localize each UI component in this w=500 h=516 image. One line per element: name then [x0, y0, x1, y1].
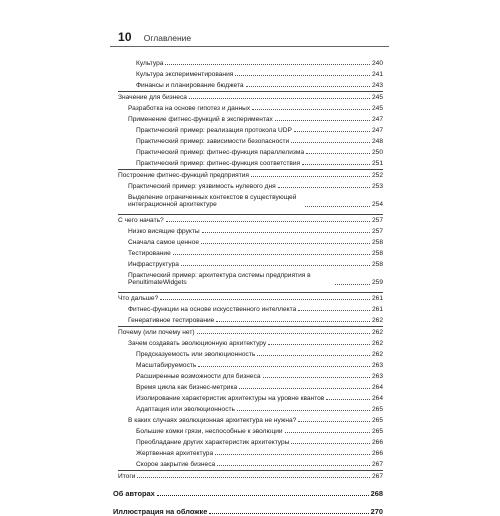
- leader-dots: [294, 131, 370, 132]
- toc-entry-page: 250: [371, 149, 383, 156]
- toc-entry-page: 254: [371, 201, 383, 209]
- leader-dots: [201, 243, 370, 244]
- toc-entry-title: Адаптация или эволюционность: [136, 406, 235, 413]
- toc-entry[interactable]: [128, 194, 383, 209]
- toc-entry-page: 259: [371, 279, 383, 287]
- toc-entry-page: 258: [371, 239, 383, 246]
- toc-entry-page: 243: [371, 82, 383, 89]
- leader-dots: [189, 98, 370, 99]
- toc-entry-page: 265: [371, 428, 383, 435]
- leader-dots: [275, 120, 370, 121]
- toc-entry-page: 245: [371, 94, 383, 101]
- toc-entry-title: Сначала самое ценное: [128, 239, 200, 246]
- section-divider: [118, 470, 383, 471]
- toc-entry-page: 263: [371, 362, 383, 369]
- toc-entry[interactable]: [136, 60, 383, 67]
- toc-entry[interactable]: [128, 105, 383, 112]
- toc-entry-page: 267: [371, 473, 383, 480]
- toc-entry-title: Построение фитнес-функций предприятия: [118, 172, 249, 179]
- toc-entry-page: 266: [371, 450, 383, 457]
- toc-entry-page: 261: [371, 306, 383, 313]
- toc-entry-title: Преобладание других характеристик архитектуры: [136, 439, 290, 446]
- toc-entry-page: 261: [371, 295, 383, 302]
- toc-entry[interactable]: [136, 127, 383, 134]
- toc-entry-title: Иллюстрация на обложке: [113, 507, 208, 516]
- toc-entry[interactable]: [128, 317, 383, 324]
- toc-entry-page: 251: [371, 160, 383, 167]
- toc-entry[interactable]: [128, 116, 383, 123]
- toc-entry[interactable]: [136, 82, 383, 89]
- toc-entry-title: Предсказуемость или эволюционность: [136, 351, 256, 358]
- toc-entry-title: Зачем создавать эволюционную архитектуру: [128, 340, 267, 347]
- toc-entry-page: 258: [371, 250, 383, 257]
- leader-dots: [137, 477, 370, 478]
- toc-entry-title: Значение для бизнеса: [118, 94, 187, 101]
- toc-entry[interactable]: [136, 351, 383, 358]
- toc-entry-title: Что дальше?: [118, 295, 159, 302]
- toc-entry[interactable]: [136, 149, 383, 156]
- toc-entry-page: 258: [371, 261, 383, 268]
- leader-dots: [298, 310, 370, 311]
- section-divider: [118, 169, 383, 170]
- toc-entry-title: Культура: [136, 60, 164, 67]
- leader-dots: [306, 153, 370, 154]
- toc-entry[interactable]: [118, 94, 383, 101]
- toc-entry[interactable]: [136, 395, 383, 402]
- leader-dots: [257, 355, 370, 356]
- toc-entry-title: Масштабируемость: [136, 362, 197, 369]
- toc-entry-page: 247: [371, 116, 383, 123]
- leader-dots: [239, 388, 370, 389]
- toc-entry[interactable]: [118, 295, 383, 302]
- section-divider: [118, 326, 383, 327]
- toc-entry-title: Практический пример: реализация протокола UDP: [136, 127, 292, 134]
- toc-entry-title: Большие комки грязи, неспособные к эволюции: [136, 428, 283, 435]
- leader-dots: [215, 454, 370, 455]
- toc-entry[interactable]: [136, 160, 383, 167]
- toc-entry-title: Генеративное тестирование: [128, 317, 215, 324]
- leader-dots: [302, 164, 370, 165]
- toc-entry[interactable]: [136, 450, 383, 457]
- toc-entry[interactable]: [136, 71, 383, 78]
- toc-entry-title: Фитнес-функции на основе искусственного интеллекта: [128, 306, 297, 313]
- toc-entry[interactable]: [136, 362, 383, 369]
- toc-entry-title: Практический пример: уязвимость нулевого дня: [128, 183, 276, 190]
- toc-entry-title: Жертвенная архитектура: [136, 450, 214, 457]
- leader-dots: [217, 465, 370, 466]
- page-header: [118, 30, 383, 43]
- toc-entry[interactable]: [128, 272, 383, 287]
- leader-dots: [237, 410, 370, 411]
- toc-entry-page: 265: [371, 406, 383, 413]
- toc-entry-page: 264: [371, 384, 383, 391]
- toc-entry[interactable]: [128, 340, 383, 347]
- toc-entry-title: Практический пример: зависимости безопасности: [136, 138, 290, 145]
- toc-entry-page: 270: [370, 507, 383, 516]
- toc-entry-title: Скорое закрытие бизнеса: [136, 461, 216, 468]
- toc-entry-page: 265: [371, 417, 383, 424]
- toc-entry-title: Низко висящие фрукты: [128, 228, 200, 235]
- leader-dots: [198, 366, 370, 367]
- toc-entry-title: Финансы и планирование бюджета: [136, 82, 244, 89]
- leader-dots: [291, 443, 370, 444]
- leader-dots: [216, 321, 370, 322]
- header-rule: [110, 46, 389, 47]
- leader-dots: [246, 86, 370, 87]
- leader-dots: [326, 399, 370, 400]
- leader-dots: [157, 495, 369, 496]
- toc-entry-title: Тестирование: [128, 250, 171, 257]
- toc-entry-title: Практический пример: архитектура системы предприятия в PenultimateWidgets: [128, 272, 311, 287]
- toc-entry-page: 263: [371, 373, 383, 380]
- leader-dots: [305, 206, 370, 207]
- toc-entry-title: Время цикла как бизнес-метрика: [136, 384, 238, 391]
- toc-entry[interactable]: [118, 473, 383, 480]
- leader-dots: [166, 221, 370, 222]
- leader-dots: [202, 232, 370, 233]
- toc-entry-page: 248: [371, 138, 383, 145]
- toc-entry-page: 245: [371, 105, 383, 112]
- toc-entry-title: Культура экспериментирования: [136, 71, 234, 78]
- leader-dots: [251, 176, 370, 177]
- toc-entry-title: Практический пример: фитнес-функция параллелизма: [136, 149, 305, 156]
- leader-dots: [165, 64, 370, 65]
- toc-entry[interactable]: [128, 261, 383, 268]
- toc-entry-title: В каких случаях эволюционная архитектура не нужна?: [128, 417, 297, 424]
- section-divider: [118, 214, 383, 215]
- toc-entry[interactable]: [136, 439, 383, 446]
- toc-entry-title: Почему (или почему нет): [118, 329, 195, 336]
- toc-entry[interactable]: [136, 138, 383, 145]
- toc-entry-page: 266: [371, 439, 383, 446]
- toc-entry-title: Итоги: [118, 473, 136, 480]
- leader-dots: [209, 513, 368, 514]
- toc-entry-title: С чего начать?: [118, 217, 164, 224]
- toc-entry[interactable]: [128, 250, 383, 257]
- page-number: 10: [118, 30, 132, 44]
- running-head: Оглавление: [143, 33, 192, 43]
- toc-entry-title: Инфраструктура: [128, 261, 179, 268]
- leader-dots: [173, 254, 370, 255]
- toc-entry[interactable]: [128, 306, 383, 313]
- toc-entry[interactable]: [136, 406, 383, 413]
- leader-dots: [252, 109, 370, 110]
- toc-entry[interactable]: [128, 417, 383, 424]
- leader-dots: [160, 299, 370, 300]
- leader-dots: [268, 344, 370, 345]
- leader-dots: [278, 187, 370, 188]
- section-divider: [118, 91, 383, 92]
- leader-dots: [263, 377, 370, 378]
- toc-entry-page: 262: [371, 340, 383, 347]
- toc-entry[interactable]: [136, 373, 383, 380]
- toc-entry[interactable]: [136, 384, 383, 391]
- toc-entry-title: Практический пример: фитнес-функция соответствия: [136, 160, 301, 167]
- leader-dots: [197, 333, 370, 334]
- toc-entry-title: Об авторах: [113, 489, 155, 498]
- toc-entry[interactable]: [118, 217, 383, 224]
- toc-entry-page: 257: [371, 217, 383, 224]
- toc-entry-page: 262: [371, 329, 383, 336]
- toc-entry[interactable]: [136, 428, 383, 435]
- toc-entry-page: 253: [371, 183, 383, 190]
- toc-entry-page: 252: [371, 172, 383, 179]
- toc-entry-page: 268: [370, 489, 383, 498]
- leader-dots: [298, 421, 370, 422]
- toc-entry[interactable]: [136, 461, 383, 468]
- leader-dots: [181, 265, 370, 266]
- toc-entry[interactable]: [128, 239, 383, 246]
- leader-dots: [335, 284, 370, 285]
- toc-entry-page: 264: [371, 395, 383, 402]
- toc-entry-page: 240: [371, 60, 383, 67]
- toc-entry-title: Расширенные возможности для бизнеса: [136, 373, 261, 380]
- leader-dots: [285, 432, 370, 433]
- toc-entry[interactable]: [128, 183, 383, 190]
- toc-entry-page: 262: [371, 317, 383, 324]
- toc-entry[interactable]: [118, 172, 383, 179]
- toc-entry-title: Выделение ограниченных контекстов в существующей интеграционной архитектуре: [128, 194, 297, 209]
- toc-entry-page: 241: [371, 71, 383, 78]
- toc-entry-page: 267: [371, 461, 383, 468]
- toc-entry-page: 257: [371, 228, 383, 235]
- toc-entry-title: Применение фитнес-функций в экспериментах: [128, 116, 273, 123]
- toc-entry-title: Разработка на основе гипотез и данных: [128, 105, 251, 112]
- toc-chapter-entry[interactable]: [113, 490, 383, 498]
- leader-dots: [235, 75, 370, 76]
- toc-entry[interactable]: [118, 329, 383, 336]
- section-divider: [118, 292, 383, 293]
- toc-entry-page: 247: [371, 127, 383, 134]
- leader-dots: [291, 142, 370, 143]
- toc-entry-title: Изолирование характеристик архитектуры на уровне квантов: [136, 395, 325, 402]
- toc-entry-page: 262: [371, 351, 383, 358]
- toc-entry[interactable]: [128, 228, 383, 235]
- toc-chapter-entry[interactable]: [113, 508, 383, 516]
